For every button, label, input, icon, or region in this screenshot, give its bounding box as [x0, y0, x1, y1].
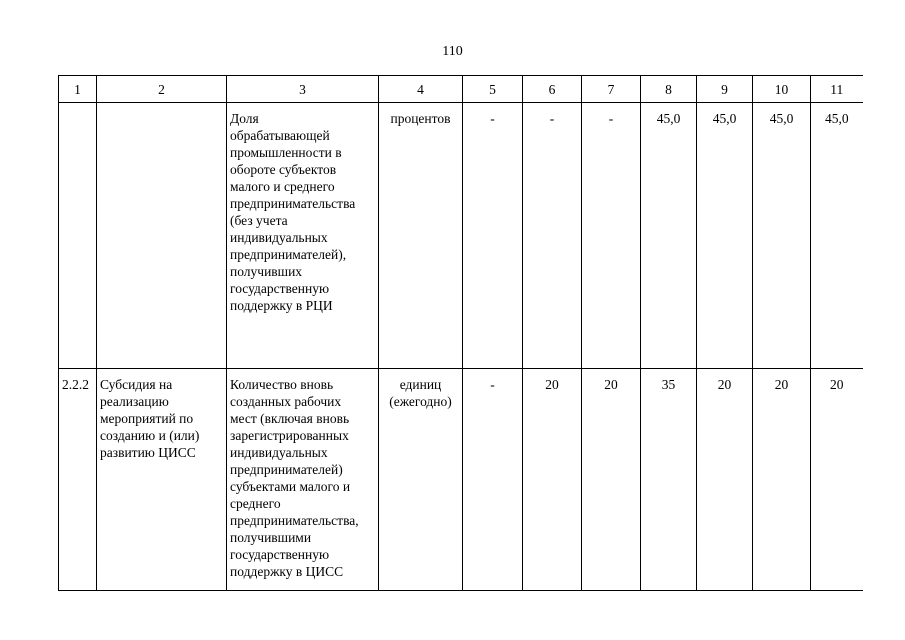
- cell-value-8: 45,0: [641, 103, 697, 369]
- cell-value-10: 45,0: [753, 103, 811, 369]
- cell-unit: единиц (ежегодно): [379, 369, 463, 591]
- cell-value-10: 20: [753, 369, 811, 591]
- cell-number: [59, 103, 97, 369]
- table-row: [59, 369, 863, 591]
- table-row: [59, 103, 863, 369]
- col-header-8: 8: [641, 76, 697, 103]
- cell-indicator: Доля обрабатывающей промышленности в обороте субъектов малого и среднего предпринимательства (без учета индивидуальных предпринимателей), получивших государственную поддержку в РЦИ: [227, 103, 379, 369]
- cell-unit: процентов: [379, 103, 463, 369]
- cell-value-6: 20: [523, 369, 582, 591]
- col-header-5: 5: [463, 76, 523, 103]
- cell-event: [97, 103, 227, 369]
- cell-event: Субсидия на реализацию мероприятий по созданию и (или) развитию ЦИСС: [97, 369, 227, 591]
- col-header-4: 4: [379, 76, 463, 103]
- cell-value-6: -: [523, 103, 582, 369]
- cell-value-5: -: [463, 103, 523, 369]
- cell-value-9: 20: [697, 369, 753, 591]
- cell-value-9: 45,0: [697, 103, 753, 369]
- col-header-11: 11: [811, 76, 863, 103]
- col-header-6: 6: [523, 76, 582, 103]
- header-row: [59, 76, 863, 103]
- cell-value-8: 35: [641, 369, 697, 591]
- col-header-7: 7: [582, 76, 641, 103]
- indicators-table: [58, 75, 863, 591]
- col-header-2: 2: [97, 76, 227, 103]
- col-header-10: 10: [753, 76, 811, 103]
- page-number: 110: [442, 44, 463, 59]
- cell-value-11: 45,0: [811, 103, 863, 369]
- cell-value-7: 20: [582, 369, 641, 591]
- cell-number: 2.2.2: [59, 369, 97, 591]
- col-header-3: 3: [227, 76, 379, 103]
- col-header-9: 9: [697, 76, 753, 103]
- cell-indicator: Количество вновь созданных рабочих мест (включая вновь зарегистрированных индивидуальных предпринимателей) субъектами малого и среднего предпринимательства, получившими государственную поддержку в ЦИСС: [227, 369, 379, 591]
- cell-value-7: -: [582, 103, 641, 369]
- cell-value-11: 20: [811, 369, 863, 591]
- col-header-1: 1: [59, 76, 97, 103]
- cell-value-5: -: [463, 369, 523, 591]
